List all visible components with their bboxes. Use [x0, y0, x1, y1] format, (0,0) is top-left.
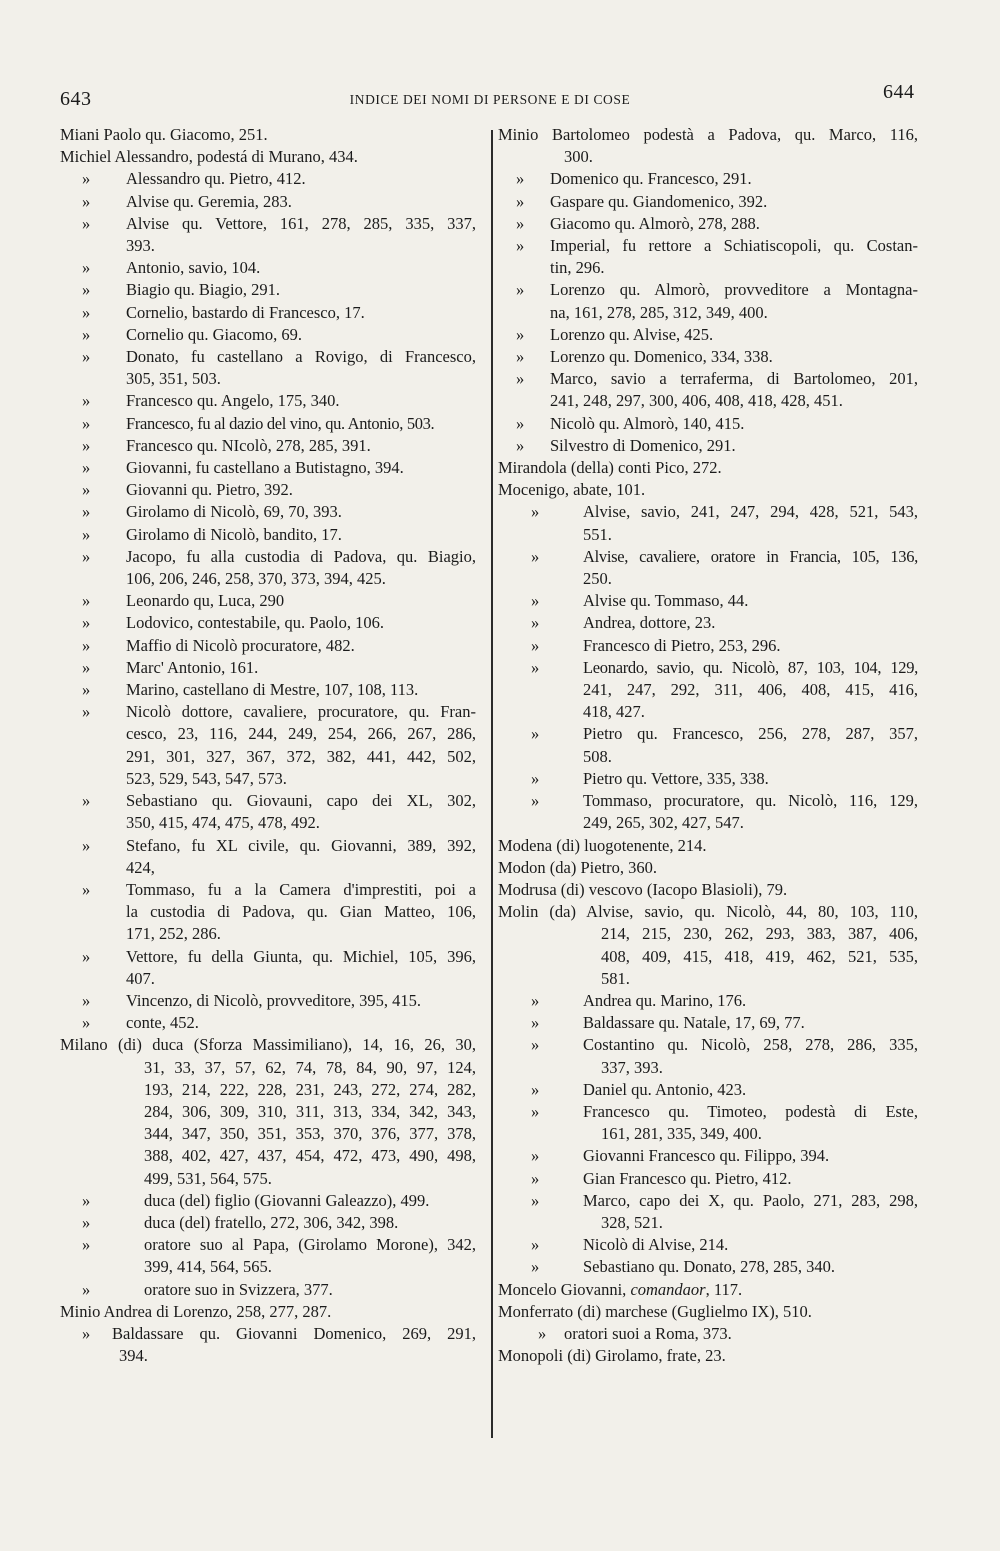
index-entry: Mirandola (della) conti Pico, 272.	[498, 458, 722, 478]
sub-entry: » Leonardo, savio, qu. Nicolò, 87, 103, 104, 129, 241, 247, 292, 311, 406, 408, 415, 416, 418, 427.	[531, 657, 918, 722]
sub-entry: » Alvise, savio, 241, 247, 294, 428, 521, 543, 551.	[531, 502, 918, 544]
ditto-mark: »	[82, 702, 91, 722]
left-column	[60, 124, 476, 1367]
sub-entry: » Baldassare qu. Natale, 17, 69, 77.	[498, 1012, 918, 1034]
sub-entry: » Antonio, savio, 104.	[60, 257, 476, 279]
sub-entry: » Girolamo di Nicolò, 69, 70, 393.	[60, 501, 476, 523]
ditto-mark: »	[82, 879, 91, 899]
sub-entry: » Maffio di Nicolò procuratore, 482.	[60, 635, 476, 657]
sub-entry: » duca (del) fratello, 272, 306, 342, 398.	[60, 1212, 476, 1234]
sub-entry: » Gian Francesco qu. Pietro, 412.	[498, 1168, 918, 1190]
ditto-mark: »	[531, 1235, 540, 1255]
ditto-mark: »	[516, 191, 525, 211]
ditto-mark: »	[82, 791, 91, 811]
page-number-right: 644	[883, 81, 915, 103]
sub-entry: » Marco, savio a terraferma, di Bartolomeo, 201, 241, 248, 297, 300, 406, 408, 418, 428, 451.	[516, 369, 918, 411]
ditto-mark: »	[531, 1035, 540, 1055]
index-entry: Molin (da) Alvise, savio, qu. Nicolò, 44, 80, 103, 110, 214, 215, 230, 262, 293, 383, 387, 406, 408, 409, 415, 418, 419, 462, 521, 535, 581.	[498, 902, 918, 988]
sub-entry: » oratore suo al Papa, (Girolamo Morone), 342, 399, 414, 564, 565.	[82, 1235, 476, 1277]
sub-entry: » Sebastiano qu. Giovauni, capo dei XL, 302, 350, 415, 474, 475, 478, 492.	[82, 791, 476, 833]
sub-entry: » Francesco, fu al dazio del vino, qu. Antonio, 503.	[60, 413, 476, 435]
ditto-mark: »	[516, 369, 525, 389]
index-entry: Minio Bartolomeo podestà a Padova, qu. Marco, 116, 300.	[498, 125, 918, 167]
index-entry: Modon (da) Pietro, 360.	[498, 857, 658, 877]
ditto-mark: »	[82, 191, 91, 211]
sub-entry: » Vincenzo, di Nicolò, provveditore, 395, 415.	[60, 990, 476, 1012]
index-entry: Modrusa (di) vescovo (Iacopo Blasioli), 79.	[498, 879, 788, 899]
ditto-mark: »	[516, 236, 525, 256]
column-divider	[491, 130, 493, 1438]
sub-entry: » Giovanni Francesco qu. Filippo, 394.	[498, 1145, 918, 1167]
ditto-mark: »	[82, 324, 91, 344]
index-entry: Monopoli (di) Girolamo, frate, 23.	[498, 1346, 726, 1366]
ditto-mark: »	[82, 591, 91, 611]
ditto-mark: »	[82, 835, 91, 855]
ditto-mark: »	[538, 1323, 547, 1343]
sub-entry: » Lorenzo qu. Almorò, provveditore a Montagna- na, 161, 278, 285, 312, 349, 400.	[516, 280, 918, 322]
running-title: INDICE DEI NOMI DI PERSONE E DI COSE	[349, 92, 631, 107]
ditto-mark: »	[516, 413, 525, 433]
ditto-mark: »	[82, 302, 91, 322]
sub-entry: » Gaspare qu. Giandomenico, 392.	[498, 191, 918, 213]
sub-entry: » Stefano, fu XL civile, qu. Giovanni, 389, 392, 424,	[82, 835, 476, 877]
ditto-mark: »	[531, 657, 540, 677]
sub-entry: » Donato, fu castellano a Rovigo, di Francesco, 305, 351, 503.	[82, 347, 476, 389]
sub-entry: » Francesco qu. Timoteo, podestà di Este, 161, 281, 335, 349, 400.	[531, 1101, 918, 1144]
sub-entry: » Giovanni qu. Pietro, 392.	[60, 479, 476, 501]
ditto-mark: »	[82, 213, 91, 233]
sub-entry: » Lodovico, contestabile, qu. Paolo, 106.	[60, 612, 476, 634]
ditto-mark: »	[82, 435, 91, 455]
ditto-mark: »	[82, 524, 91, 544]
sub-entry: » Alessandro qu. Pietro, 412.	[60, 168, 476, 190]
italic-term: comandaor	[630, 1279, 706, 1299]
sub-entry: » Leonardo qu, Luca, 290	[60, 590, 476, 612]
ditto-mark: »	[82, 1190, 91, 1210]
sub-entry: » Andrea qu. Marino, 176.	[498, 990, 918, 1012]
ditto-mark: »	[82, 990, 91, 1010]
sub-entry: » Pietro qu. Vettore, 335, 338.	[498, 768, 918, 790]
ditto-mark: »	[531, 1013, 540, 1033]
index-entry: Moncelo Giovanni, comandaor, 117.	[498, 1279, 743, 1299]
sub-entry: » Francesco di Pietro, 253, 296.	[498, 635, 918, 657]
ditto-mark: »	[82, 635, 91, 655]
index-entry: Mocenigo, abate, 101.	[498, 480, 646, 500]
sub-entry: » Tommaso, procuratore, qu. Nicolò, 116, 129, 249, 265, 302, 427, 547.	[531, 791, 918, 833]
sub-entry: » conte, 452.	[60, 1012, 476, 1034]
ditto-mark: »	[82, 391, 91, 411]
ditto-mark: »	[82, 480, 91, 500]
index-entry: Milano (di) duca (Sforza Massimiliano), 14, 16, 26, 30, 31, 33, 37, 57, 62, 74, 78, 84, 90, 97, 124, 193, 214, 222, 228, 231, 243, 272, 274, 282, 284, 306, 309, 310, 311, 313, 334, 342, 343, 344, 347, 350, 351, 353, 370, 376, 377, 378, 388, 402, 427, 437, 454, 472, 473, 490, 498, 499, 531, 564, 575.	[60, 1035, 476, 1188]
ditto-mark: »	[516, 280, 525, 300]
index-entry: Modena (di) luogotenente, 214.	[498, 835, 707, 855]
sub-entry: » Domenico qu. Francesco, 291.	[498, 168, 918, 190]
sub-entry: » Jacopo, fu alla custodia di Padova, qu. Biagio, 106, 206, 246, 258, 370, 373, 394, 425.	[82, 546, 476, 589]
sub-entry: » Nicolò qu. Almorò, 140, 415.	[498, 413, 918, 435]
ditto-mark: »	[82, 657, 91, 677]
ditto-mark: »	[82, 1235, 91, 1255]
ditto-mark: »	[531, 613, 540, 633]
ditto-mark: »	[82, 502, 91, 522]
ditto-mark: »	[531, 724, 540, 744]
sub-entry: » duca (del) figlio (Giovanni Galeazzo), 499.	[60, 1190, 476, 1212]
sub-entry: » Francesco qu. Angelo, 175, 340.	[60, 390, 476, 412]
ditto-mark: »	[82, 258, 91, 278]
sub-entry: » Cornelio qu. Giacomo, 69.	[60, 324, 476, 346]
ditto-mark: »	[531, 502, 540, 522]
sub-entry: » Alvise qu. Geremia, 283.	[60, 191, 476, 213]
sub-entry: » Alvise, cavaliere, oratore in Francia, 105, 136, 250.	[531, 546, 918, 589]
ditto-mark: »	[531, 1101, 540, 1121]
ditto-mark: »	[516, 435, 525, 455]
ditto-mark: »	[82, 946, 91, 966]
index-entry: Michiel Alessandro, podestá di Murano, 434.	[60, 147, 358, 167]
sub-entry: » Cornelio, bastardo di Francesco, 17.	[60, 302, 476, 324]
sub-entry: » Marco, capo dei X, qu. Paolo, 271, 283, 298, 328, 521.	[531, 1190, 918, 1232]
ditto-mark: »	[531, 1168, 540, 1188]
ditto-mark: »	[516, 213, 525, 233]
right-column	[498, 124, 918, 1367]
sub-entry: » Francesco qu. NIcolò, 278, 285, 391.	[60, 435, 476, 457]
sub-entry: » Marino, castellano di Mestre, 107, 108, 113.	[60, 679, 476, 701]
ditto-mark: »	[516, 324, 525, 344]
sub-entry: » Marc' Antonio, 161.	[60, 657, 476, 679]
sub-entry: » Imperial, fu rettore a Schiatiscopoli, qu. Costan- tin, 296.	[516, 236, 918, 278]
ditto-mark: »	[516, 347, 525, 367]
sub-entry: » Pietro qu. Francesco, 256, 278, 287, 357, 508.	[531, 724, 918, 766]
index-entry: Monferrato (di) marchese (Guglielmo IX), 510.	[498, 1301, 812, 1321]
ditto-mark: »	[82, 280, 91, 300]
index-entry: Minio Andrea di Lorenzo, 258, 277, 287.	[60, 1301, 332, 1321]
sub-entry: » Daniel qu. Antonio, 423.	[498, 1079, 918, 1101]
ditto-mark: »	[531, 1079, 540, 1099]
ditto-mark: »	[82, 546, 91, 566]
ditto-mark: »	[531, 1190, 540, 1210]
ditto-mark: »	[82, 1212, 91, 1232]
ditto-mark: »	[531, 990, 540, 1010]
sub-entry: » Girolamo di Nicolò, bandito, 17.	[60, 524, 476, 546]
ditto-mark: »	[82, 680, 91, 700]
index-entry: Miani Paolo qu. Giacomo, 251.	[60, 125, 268, 144]
sub-entry: » Lorenzo qu. Alvise, 425.	[498, 324, 918, 346]
sub-entry: » Baldassare qu. Giovanni Domenico, 269, 291, 394.	[82, 1323, 476, 1366]
ditto-mark: »	[82, 413, 91, 433]
ditto-mark: »	[82, 613, 91, 633]
ditto-mark: »	[82, 1323, 91, 1343]
ditto-mark: »	[531, 635, 540, 655]
ditto-mark: »	[531, 768, 540, 788]
sub-entry: » Alvise qu. Tommaso, 44.	[498, 590, 918, 612]
sub-entry: » Silvestro di Domenico, 291.	[498, 435, 918, 457]
sub-entry: » Lorenzo qu. Domenico, 334, 338.	[498, 346, 918, 368]
ditto-mark: »	[531, 791, 540, 811]
ditto-mark: »	[516, 169, 525, 189]
page-number-left: 643	[60, 88, 92, 110]
ditto-mark: »	[82, 169, 91, 189]
ditto-mark: »	[531, 1146, 540, 1166]
sub-entry: » Giovanni, fu castellano a Butistagno, 394.	[60, 457, 476, 479]
sub-entry: » Andrea, dottore, 23.	[498, 612, 918, 634]
sub-entry: » oratori suoi a Roma, 373.	[498, 1323, 918, 1345]
ditto-mark: »	[531, 1257, 540, 1277]
ditto-mark: »	[82, 1279, 91, 1299]
sub-entry: » Nicolò dottore, cavaliere, procuratore, qu. Fran- cesco, 23, 116, 244, 249, 254, 266, 267, 286, 291, 301, 327, 367, 372, 382, 441, 442, 502, 523, 529, 543, 547, 573.	[82, 702, 476, 788]
ditto-mark: »	[531, 591, 540, 611]
ditto-mark: »	[531, 546, 540, 566]
sub-entry: » Tommaso, fu a la Camera d'imprestiti, poi a la custodia di Padova, qu. Gian Matteo, 106, 171, 252, 286.	[82, 879, 476, 944]
sub-entry: » oratore suo in Svizzera, 377.	[60, 1279, 476, 1301]
sub-entry: » Biagio qu. Biagio, 291.	[60, 279, 476, 301]
sub-entry: » Alvise qu. Vettore, 161, 278, 285, 335, 337, 393.	[82, 213, 476, 256]
ditto-mark: »	[82, 1013, 91, 1033]
ditto-mark: »	[82, 458, 91, 478]
sub-entry: » Giacomo qu. Almorò, 278, 288.	[498, 213, 918, 235]
sub-entry: » Costantino qu. Nicolò, 258, 278, 286, 335, 337, 393.	[531, 1035, 918, 1077]
ditto-mark: »	[82, 347, 91, 367]
sub-entry: » Vettore, fu della Giunta, qu. Michiel, 105, 396, 407.	[82, 946, 476, 988]
sub-entry: » Nicolò di Alvise, 214.	[498, 1234, 918, 1256]
sub-entry: » Sebastiano qu. Donato, 278, 285, 340.	[498, 1256, 918, 1278]
